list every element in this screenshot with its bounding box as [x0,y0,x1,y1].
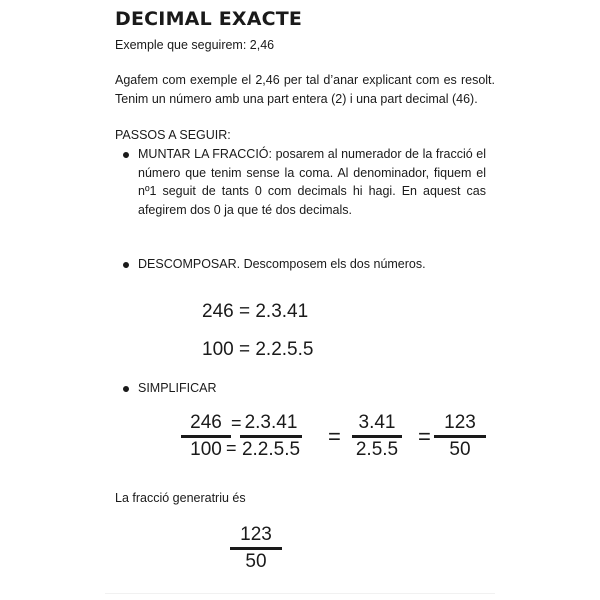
bullet-icon [123,262,129,268]
decomposition-100: 100 = 2.2.5.5 [202,339,314,360]
page-title: DECIMAL EXACTE [115,8,303,30]
fraction-numerator: 3.41 [358,412,396,433]
steps-heading: PASSOS A SEGUIR: [115,128,231,142]
equals-sign-bottom: = [226,438,237,458]
bullet-icon [123,152,129,158]
fraction-bar [352,435,402,438]
fraction-numerator: 246 [190,412,222,433]
fraction-bar [230,547,282,550]
fraction-denominator: 2.2.5.5 [241,439,301,460]
equals-sign-top: = [231,413,242,433]
intro-paragraph: Agafem com exemple el 2,46 per tal d’anar explicant com es resolt. Tenim un número amb una part entera (2) i una part decimal (46). [115,73,495,106]
fraction-numerator: 123 [240,524,272,545]
equals-sign: = [328,424,341,449]
fraction-denominator: 2.5.5 [355,439,399,460]
example-line: Exemple que seguirem: 2,46 [115,38,275,52]
bullet-icon [123,386,129,392]
fraction-factored [240,412,302,461]
fraction-denominator: 50 [245,551,267,572]
fraction-final [434,412,486,461]
fraction-bar [434,435,486,438]
result-fraction [230,524,282,573]
step-item-descomposar: DESCOMPOSAR. Descomposem els dos números. [138,257,426,271]
step-item-montar: MUNTAR LA FRACCIÓ: posarem al numerador de la fracció el número que tenim sense la coma. Al denominador, fiquem el nº1 seguit de tants 0 com decimals hi hagi. En aquest cas afegirem dos 0 ja que té dos decimals. [138,147,486,217]
fraction-denominator: 100 [190,439,222,460]
decomposition-246: 246 = 2.3.41 [202,301,309,322]
fraction-bar [181,435,231,438]
step-item-simplificar: SIMPLIFICAR [138,381,217,395]
fraction-bar [240,435,302,438]
fraction-numerator: 123 [444,412,476,433]
page-bottom-divider [105,593,495,594]
fraction-denominator: 50 [449,439,471,460]
conclusion-text: La fracció generatriu és [115,491,246,505]
equals-sign: = [418,424,431,449]
fraction-simplified [352,412,402,461]
fraction-246-100 [181,412,231,461]
fraction-numerator: 2.3.41 [244,412,298,433]
